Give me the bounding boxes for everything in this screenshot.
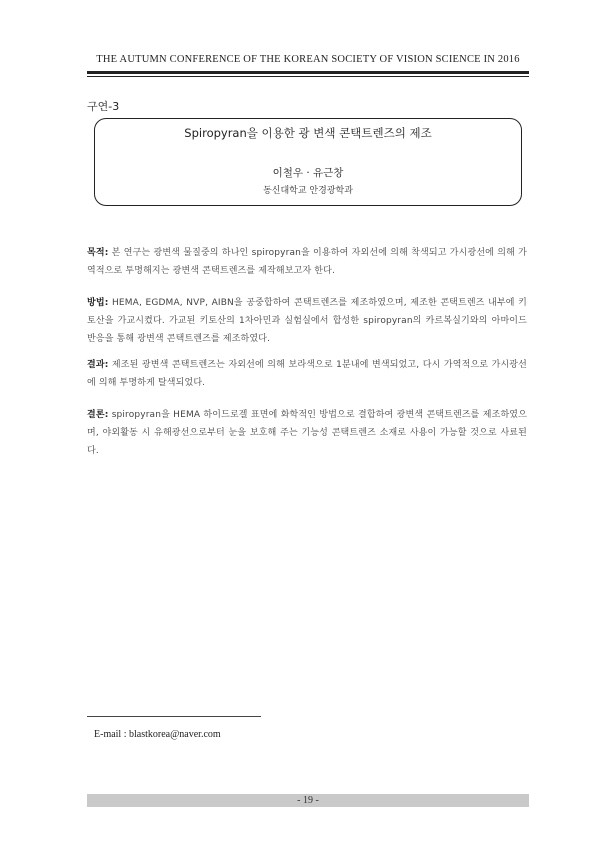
header-rule-thick (87, 71, 529, 74)
abstract-method (87, 294, 527, 348)
conclusion-text: spiropyran을 HEMA 하이드로겔 표면에 화학적인 방법으로 결합하여 광변색 콘택트렌즈를 제조하였으며, 야외활동 시 유해광선으로부터 눈을 보호해 주는 기능성 콘택트렌즈 소재로 사용이 가능할 것으로 사료된다. (87, 410, 527, 456)
footnote-rule (87, 716, 261, 717)
method-text: HEMA, EGDMA, NVP, AIBN을 공중합하여 콘택트렌즈를 제조하였으며, 제조한 콘택트렌즈 내부에 키토산을 가교시켰다. 가교된 키토산의 1차아민과 실험실에서 합성한 spiropyran의 카르복실기와의 아마이드 반응을 통해 광변색 콘택트렌즈를 제조하였다. (87, 298, 527, 344)
footnote-email: E-mail : blastkorea@naver.com (94, 729, 221, 740)
conclusion-label: 결론: (87, 410, 109, 420)
abstract-result (87, 356, 527, 392)
paper-authors: 이철우 · 유근창 (272, 167, 344, 179)
method-label: 방법: (87, 298, 109, 308)
purpose-text: 본 연구는 광변색 물질중의 하나인 spiropyran을 이용하여 자외선에 의해 착색되고 가시광선에 의해 가역적으로 투명해지는 광변색 콘택트렌즈를 제작해보고자 한다. (87, 248, 527, 276)
session-label: 구연-3 (87, 100, 120, 113)
abstract-conclusion (87, 406, 527, 460)
result-label: 결과: (87, 360, 109, 370)
abstract-purpose (87, 244, 527, 280)
conference-header: THE AUTUMN CONFERENCE OF THE KOREAN SOCIETY OF VISION SCIENCE IN 2016 (96, 54, 520, 65)
purpose-label: 목적: (87, 248, 109, 258)
result-text: 제조된 광변색 콘택트렌즈는 자외선에 의해 보라색으로 1분내에 변색되었고, 다시 가역적으로 가시광선에 의해 투명하게 탈색되었다. (87, 360, 527, 388)
header-rule-thin (87, 76, 529, 77)
page-number-bar (87, 794, 529, 807)
title-box (94, 118, 522, 206)
paper-title: Spiropyran을 이용한 광 변색 콘택트렌즈의 제조 (184, 126, 432, 140)
paper-affiliation: 동신대학교 안경광학과 (263, 186, 353, 196)
page-number: - 19 - (297, 795, 319, 806)
